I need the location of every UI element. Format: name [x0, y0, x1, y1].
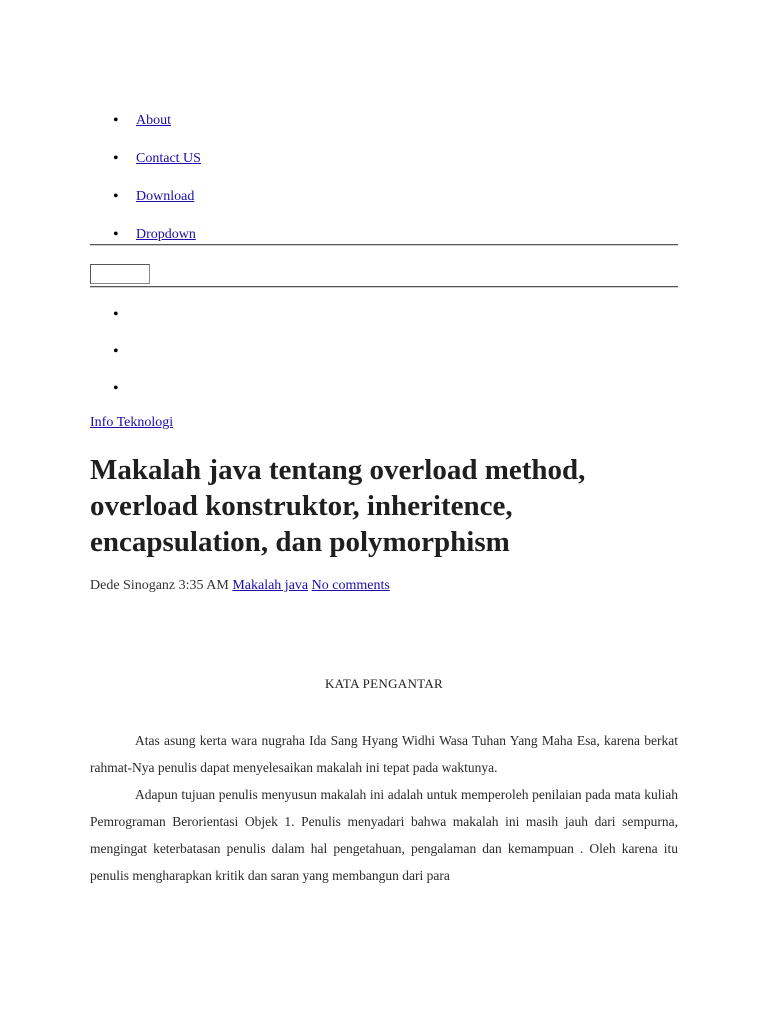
bullet-icon: •: [113, 150, 119, 167]
section-heading: KATA PENGANTAR: [324, 676, 444, 691]
comments-link[interactable]: No comments: [311, 578, 390, 593]
nav-item-download: [90, 188, 678, 226]
author-time: Dede Sinoganz 3:35 AM: [90, 578, 229, 593]
label-link[interactable]: Makalah java: [232, 578, 309, 593]
category-link[interactable]: Info Teknologi: [90, 415, 174, 430]
nav-item-contact: [90, 150, 678, 188]
bullet-icon: •: [113, 188, 119, 205]
nav-link-about[interactable]: About: [136, 113, 171, 128]
bullet-icon: •: [113, 226, 119, 243]
bullet-icon: •: [113, 306, 119, 323]
post-title: Makalah java tentang overload method, overload konstruktor, inheritence, encapsulation, dan polymorphism: [90, 454, 586, 558]
bullet-icon: •: [113, 380, 119, 397]
bullet-icon: •: [113, 343, 119, 360]
divider-top: [90, 244, 678, 246]
bullet-icon: •: [113, 112, 119, 129]
paragraph: Adapun tujuan penulis menyusun makalah ini adalah untuk memperoleh penilaian pada mata kuliah Pemrograman Berorientasi Objek 1. Penulis menyadari bahwa makalah ini masih jauh dari sempurna, mengingat keterbatasan penulis dalam hal pengetahuan, pengalaman dan kemampuan . Oleh karena itu penulis mengharapkan kritik dan saran yang membangun dari para: [90, 787, 678, 883]
paragraph: Atas asung kerta wara nugraha Ida Sang Hyang Widhi Wasa Tuhan Yang Maha Esa, karena berkat rahmat-Nya penulis dapat menyelesaikan makalah ini tepat pada waktunya.: [90, 733, 678, 775]
post-meta: [90, 578, 390, 594]
nav-link-contact[interactable]: Contact US: [136, 151, 201, 166]
nav-item-about: [90, 112, 678, 150]
post-body: [90, 727, 678, 889]
search-input[interactable]: [90, 264, 150, 284]
nav-menu: [90, 112, 678, 264]
nav-link-dropdown[interactable]: Dropdown: [136, 227, 196, 242]
divider-bottom: [90, 286, 678, 288]
nav-link-download[interactable]: Download: [136, 189, 195, 204]
